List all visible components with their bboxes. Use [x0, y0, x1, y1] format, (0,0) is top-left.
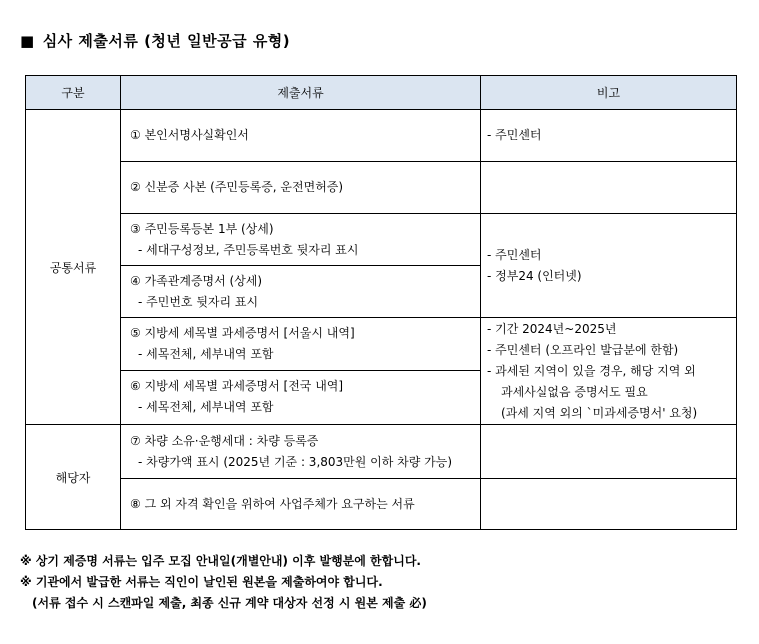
document-title: ⑥ 지방세 세목별 과세증명서 [전국 내역] — [130, 379, 344, 394]
note-cell — [481, 110, 737, 162]
header-documents: 제출서류 — [121, 76, 481, 110]
note-cell-empty — [481, 479, 737, 530]
note-line: - 기간 2024년~2025년 — [487, 322, 617, 336]
note-line: - 과세된 지역이 있을 경우, 해당 지역 외 — [487, 364, 696, 378]
table-header-row — [26, 76, 737, 110]
table-row — [26, 162, 737, 214]
note-line: (과세 지역 외의 `미과세증명서' 요청) — [501, 406, 698, 420]
note-line: - 정부24 (인터넷) — [487, 268, 582, 283]
document-cell — [121, 318, 481, 371]
table-row — [26, 425, 737, 479]
document-detail: - 주민번호 뒷자리 표시 — [138, 294, 259, 309]
footnotes — [20, 551, 427, 614]
document-cell — [121, 266, 481, 318]
header-category: 구분 — [26, 76, 121, 110]
document-title: ④ 가족관계증명서 (상세) — [130, 273, 263, 288]
table-row — [26, 318, 737, 371]
group-label-applicable: 해당자 — [26, 425, 121, 530]
note-cell-empty — [481, 162, 737, 214]
document-cell — [121, 214, 481, 266]
footnote-line: ※ 기관에서 발급한 서류는 직인이 날인된 원본을 제출하여야 합니다. — [20, 575, 383, 589]
note-line: 과세사실없음 증명서도 필요 — [501, 385, 648, 399]
table-row — [26, 479, 737, 530]
section-title-text: 심사 제출서류 (청년 일반공급 유형) — [42, 32, 291, 50]
footnote-line: ※ 상기 제증명 서류는 입주 모집 안내일(개별안내) 이후 발행분에 한합니다. — [20, 554, 421, 568]
document-title: ⑦ 차량 소유·운행세대 : 차량 등록증 — [130, 433, 319, 448]
note-line: - 주민센터 — [487, 247, 542, 262]
document-cell — [121, 425, 481, 479]
document-detail: - 세목전체, 세부내역 포함 — [138, 400, 274, 415]
table-row — [26, 110, 737, 162]
documents-table — [25, 75, 737, 530]
document-title: ③ 주민등록등본 1부 (상세) — [130, 221, 274, 236]
document-cell — [121, 370, 481, 424]
document-title: ⑤ 지방세 세목별 과세증명서 [서울시 내역] — [130, 325, 355, 340]
document-detail: - 세대구성정보, 주민등록번호 뒷자리 표시 — [138, 242, 359, 257]
group-label-common: 공통서류 — [26, 110, 121, 425]
document-detail: - 차량가액 표시 (2025년 기준 : 3,803만원 이하 차량 가능) — [138, 454, 453, 469]
footnote-line: (서류 접수 시 스캔파일 제출, 최종 신규 계약 대상자 선정 시 원본 제출 必) — [32, 596, 427, 610]
document-title: ② 신분증 사본 (주민등록증, 운전면허증) — [130, 180, 344, 194]
table-row — [26, 214, 737, 266]
square-bullet-icon: ■ — [20, 32, 35, 50]
document-title: ⑧ 그 외 자격 확인을 위하여 사업주체가 요구하는 서류 — [130, 496, 415, 511]
header-notes: 비고 — [481, 76, 737, 110]
note-cell — [481, 214, 737, 318]
note-cell-empty — [481, 425, 737, 479]
document-detail: - 세목전체, 세부내역 포함 — [138, 346, 274, 361]
note-line: - 주민센터 (오프라인 발급분에 한함) — [487, 343, 679, 357]
document-cell — [121, 110, 481, 162]
document-cell — [121, 162, 481, 214]
document-cell — [121, 479, 481, 530]
section-title — [20, 30, 290, 51]
note-line: - 주민센터 — [487, 128, 542, 142]
document-title: ① 본인서명사실확인서 — [130, 128, 249, 142]
note-cell — [481, 318, 737, 425]
